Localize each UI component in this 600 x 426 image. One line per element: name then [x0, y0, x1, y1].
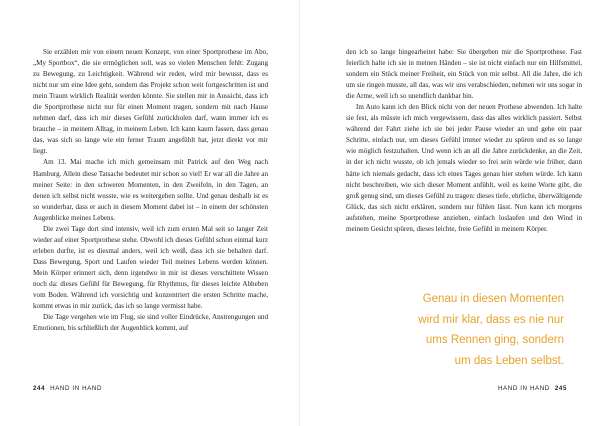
paragraph: Im Auto kann ich den Blick nicht von der neuen Prothese abwenden. Ich halte sie fest, als müsste ich mich vergewissern, dass das alles wirklich passiert. Selbst während der Fahrt ziehe ich sie bei jeder Pause wieder an und gehe ein paar Schritte, einfach nur, um dieses Gefühl immer wieder zu spüren und es so lange wie möglich festzuhalten. Und wenn ich an all die Jahre zurückdenke, an die Zeit, in der ich nicht wusste, ob ich jemals wieder so frei sein würde wie früher, dann hätte ich niemals gedacht, dass ich eines Tages genau hier stehen würde. Ich kann nicht beschreiben, wie sich dieser Moment anfühlt, weil es keine Worte gibt, die groß genug sind, um dieses Gefühl zu tragen: dieses tiefe, ehrliche, überwältigende Glück, das sich nicht erklären, sondern nur fühlen lässt. Nun kann ich morgens aufstehen, meine Sportprothese anziehen, einfach loslaufen und den Wind in meinem Gesicht spüren, dieses leichte, freie Gefühl in meinem Körper. — [346, 103, 582, 233]
running-title: HAND IN HAND — [497, 385, 550, 392]
pull-quote-line: ums Rennen ging, sondern — [425, 334, 564, 346]
right-page — [300, 0, 600, 426]
paragraph: Am 13. Mai mache ich mich gemeinsam mit Patrick auf den Weg nach Hamburg. Allein diese Tatsache bedeutet mir schon so viel! Er war all die Jahre an meiner Seite: in den schweren Momenten, in den Zweifeln, in den Tagen, an denen ich selbst nicht wusste, wie es weitergehen sollte. Und genau deshalb ist es so wunderbar, dass er auch in diesem Moment dabei ist – in einem der schönsten Augenblicke meines Lebens. — [33, 158, 268, 222]
right-body-text — [346, 47, 582, 235]
pull-quote — [344, 289, 564, 371]
paragraph: Die Tage vergehen wie im Flug, sie sind voller Eindrücke, Anstrengungen und Emotionen, bis schließlich der Augenblick kommt, auf — [33, 313, 268, 333]
pull-quote-line: um das Leben selbst. — [454, 354, 564, 367]
paragraph: Die zwei Tage dort sind intensiv, weil ich zum ersten Mal seit so langer Zeit wieder auf einer Sportprothese stehe. Obwohl ich dieses Gefühl schon einmal kurz erleben durfte, ist es diesmal anders, weil ich weiß, dass ich sie behalten darf. Dass Bewegung, Sport und Laufen wieder Teil meines Lebens werden können. Mein Körper erinnert sich, denn irgendwo in mir ist dieses verschüttete Wissen noch da: dieses Gefühl für Bewegung, für Rhythmus, für dieses leichte Abheben vom Boden. Während ich vorsichtig und konzentriert die ersten Schritte mache, kommt etwas in mir zurück, das ich so lange vermisst habe. — [33, 224, 268, 311]
right-folio — [498, 385, 567, 392]
pull-quote-line: Genau in diesen Momenten — [422, 293, 564, 305]
left-body-text — [33, 47, 268, 334]
running-title: HAND IN HAND — [50, 385, 103, 392]
left-folio — [33, 385, 102, 392]
paragraph: Sie erzählen mir von einem neuen Konzept, von einer Sportprothese im Abo, „My Sportbox“, die sie ermöglichen soll, was so vielen Menschen fehlt: Zugang zu Bewegung, zu Leichtigkeit. Während wir reden, wird mir bewusst, dass es nicht nur um eine Idee geht, sondern das Projekt schon weit fortgeschritten ist und mein Traum wirklich Realität werden könnte. Sie stellen mir in Aussicht, dass ich die Sportprothese nicht nur für einen Moment tragen, sondern mit nach Hause nehmen darf, dass ich mir dieses Gefühl zurückholen darf, wann immer ich es brauche – in meinem Alltag, in meinem Leben. Ich kann kaum fassen, dass genau das, was sich so lange wie ein ferner Traum angefühlt hat, jetzt direkt vor mir liegt. — [33, 48, 268, 156]
page-number: 244 — [33, 385, 46, 392]
paragraph: den ich so lange hingearbeitet habe: Sie übergeben mir die Sportprothese. Fast feierlich halte ich sie in meinen Händen – sie ist nicht einfach nur ein Hilfsmittel, sondern ein Stück meiner Freiheit, ein Stück von mir selbst. All die Jahre, die ich um sie ringen musste, all das, was wir uns verabschieden, nehmen wir uns sogar in die Arme, weil ich so unendlich dankbar bin. — [346, 48, 582, 101]
page-number: 245 — [554, 385, 567, 392]
pull-quote-line: wird mir klar, dass es nie nur — [418, 313, 564, 326]
